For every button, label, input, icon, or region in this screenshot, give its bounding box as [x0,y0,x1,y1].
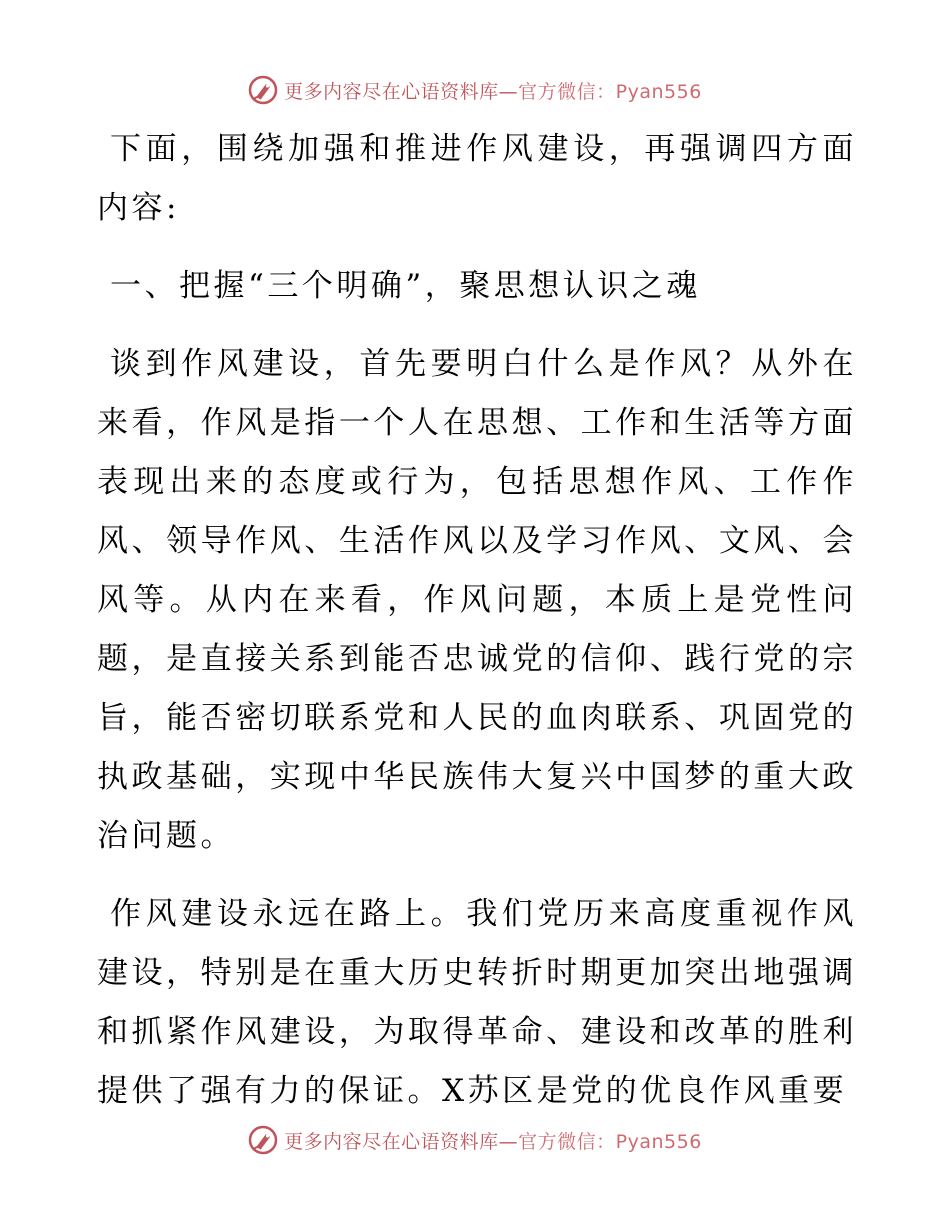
watermark-main: 更多内容尽在心语资料库 [284,1130,499,1153]
watermark-text [284,77,702,104]
body-paragraph-1: 谈到作风建设，首先要明白什么是作风？从外在来看，作风是指一个人在思想、工作和生活等方面表现出来的态度或行为，包括思想作风、工作作风、领导作风、生活作风以及学习作风、文风、会风等。从内在来看，作风问题，本质上是党性问题，是直接关系到能否忠诚党的信仰、践行党的宗旨，能否密切联系党和人民的血肉联系、巩固党的执政基础，实现中华民族伟大复兴中国梦的重大政治问题。 [97,346,857,854]
header-watermark [0,70,950,110]
watermark-dash: — [498,1130,519,1153]
pen-nib-logo-icon [248,75,278,105]
pen-nib-logo-icon [248,1125,278,1155]
document-body [97,120,857,1121]
watermark-contact: 官方微信：Pyan556 [518,80,702,103]
watermark-dash: — [498,80,519,103]
watermark-contact: 官方微信：Pyan556 [518,1130,702,1153]
watermark-text [284,1127,702,1154]
watermark-main: 更多内容尽在心语资料库 [284,80,499,103]
body-paragraph-2: 作风建设永远在路上。我们党历来高度重视作风建设，特别是在重大历史转折时期更加突出地强调和抓紧作风建设，为取得革命、建设和改革的胜利提供了强有力的保证。X苏区是党的优良作风重要 [97,896,857,1109]
footer-watermark [0,1120,950,1160]
intro-paragraph: 下面，围绕加强和推进作风建设，再强调四方面内容: [97,131,857,226]
section-heading: 一、把握“三个明确”，聚思想认识之魂 [110,268,701,304]
